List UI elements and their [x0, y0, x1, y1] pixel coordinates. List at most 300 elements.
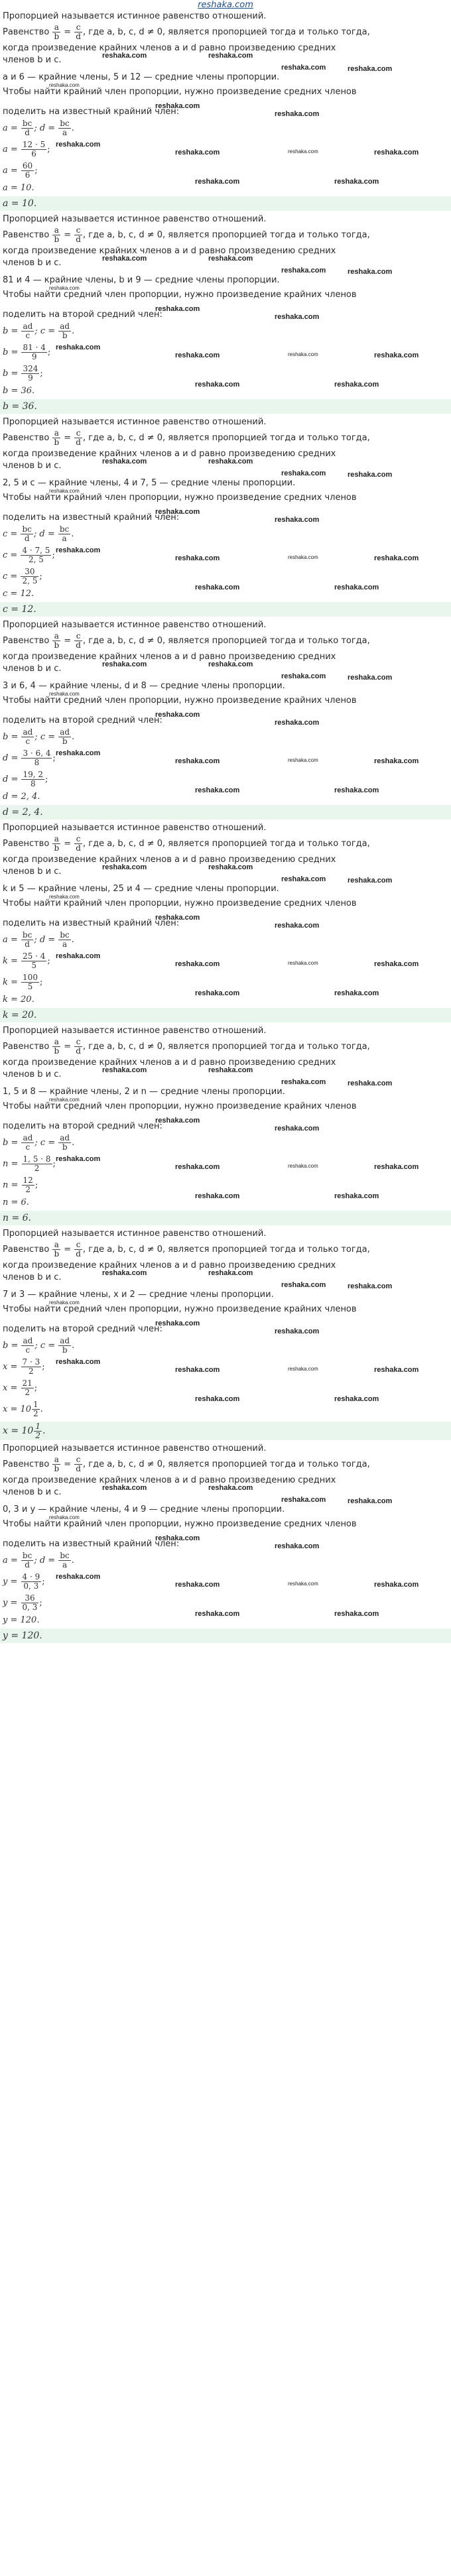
fraction-numerator: 25 · 4 — [23, 951, 46, 961]
fraction-numerator: ad — [23, 1336, 33, 1345]
equals-sign: = — [61, 636, 74, 646]
rule-text: поделить на второй средний член: — [3, 1324, 162, 1334]
watermark: reshaka.com — [374, 960, 419, 968]
calc-end: ; — [47, 347, 51, 357]
fraction — [21, 931, 33, 949]
watermark: reshaka.com — [334, 583, 379, 591]
fraction-denominator: b — [54, 1464, 60, 1473]
definition-text: членов b и c. — [3, 1272, 62, 1282]
fraction-numerator: a — [52, 1455, 60, 1465]
formula-lhs: a = — [3, 123, 21, 133]
watermark: reshaka.com — [374, 149, 419, 156]
calc-lhs: a = — [3, 166, 21, 176]
formula-lhs: b = — [3, 1138, 21, 1148]
fraction-denominator: d — [76, 1464, 81, 1473]
watermark: reshaka.com — [288, 554, 318, 560]
definition-text: членов b и c. — [3, 258, 62, 268]
formula-end: . — [71, 1556, 74, 1565]
fraction-denominator: 6 — [25, 170, 31, 180]
fraction-denominator: b — [62, 1142, 68, 1152]
formula-sep: ; c = — [34, 1138, 58, 1148]
watermark: reshaka.com — [175, 1366, 220, 1374]
fraction-denominator: b — [54, 1249, 60, 1258]
fraction — [52, 632, 60, 650]
calc-end: ; — [39, 977, 43, 987]
watermark: reshaka.com — [195, 786, 240, 794]
fraction-numerator: ad — [60, 322, 70, 331]
fraction-numerator: 12 — [23, 1176, 33, 1185]
fraction — [74, 23, 82, 41]
formula-line — [3, 727, 448, 748]
fraction-denominator: 2 — [25, 1388, 30, 1397]
watermark: reshaka.com — [348, 268, 393, 276]
rule-text: Чтобы найти средний член пропорции, нужно произведение крайних членов — [3, 1304, 357, 1314]
fraction-denominator: 2 — [35, 1430, 40, 1440]
rule-text: поделить на второй средний член: — [3, 310, 162, 320]
fraction — [21, 119, 33, 137]
solution-section — [3, 214, 448, 414]
fraction-numerator: bc — [60, 930, 70, 940]
roles-text: 2, 5 и c — крайние члены, 4 и 7, 5 — средние члены пропорции. — [3, 478, 296, 488]
fraction-numerator: bc — [22, 930, 32, 940]
watermark: reshaka.com — [275, 516, 320, 524]
watermark: reshaka.com — [175, 149, 220, 156]
definition-text: когда произведение крайних членов a и d равно произведению средних — [3, 43, 336, 53]
calc-lhs: a = — [3, 145, 21, 154]
fraction-denominator: a — [62, 940, 68, 949]
fraction — [21, 952, 46, 970]
fraction — [58, 728, 71, 746]
definition-text: Пропорцией называется истинное равенство отношений. — [3, 823, 267, 833]
watermark: reshaka.com — [348, 471, 393, 479]
definition-text: когда произведение крайних членов a и d равно произведению средних — [3, 449, 336, 459]
watermark: reshaka.com — [288, 351, 318, 357]
fraction-denominator: d — [25, 128, 30, 137]
watermark: reshaka.com — [208, 660, 253, 668]
calc-lhs: k = — [3, 956, 21, 966]
definition-equation: Равенство $\frac{a}{b}$ = $\frac{c}{d}$ , где a, b, c, d ≠ 0, является пропорцией тогда и только тогда, — [3, 428, 370, 447]
roles-text: 1, 5 и 8 — крайние члены, 2 и n — средние члены пропорции. — [3, 1087, 285, 1097]
watermark: reshaka.com — [49, 1097, 80, 1103]
fraction-denominator: 2 — [34, 1164, 40, 1173]
fraction — [21, 162, 34, 180]
calc-end: ; — [39, 1598, 42, 1608]
calc-lhs: d = — [3, 753, 21, 763]
fraction — [58, 525, 70, 543]
watermark: reshaka.com — [56, 1155, 101, 1163]
watermark: reshaka.com — [102, 1066, 147, 1074]
watermark: reshaka.com — [208, 255, 253, 263]
watermark: reshaka.com — [374, 757, 419, 765]
calc-end: ; — [42, 1577, 45, 1587]
watermark: reshaka.com — [275, 1327, 320, 1335]
watermark: reshaka.com — [288, 757, 318, 763]
calc-end: ; — [34, 1180, 38, 1190]
watermark: reshaka.com — [49, 82, 80, 88]
fraction-numerator: 1, 5 · 8 — [23, 1154, 51, 1164]
fraction-numerator: c — [74, 226, 82, 235]
fraction-denominator: b — [54, 438, 60, 447]
calc-end: ; — [45, 774, 48, 784]
watermark: reshaka.com — [102, 660, 147, 668]
formula-sep: ; c = — [34, 1341, 58, 1351]
watermark: reshaka.com — [102, 1484, 147, 1492]
watermark: reshaka.com — [275, 1542, 320, 1550]
watermark: reshaka.com — [195, 381, 240, 389]
fraction-denominator: b — [54, 843, 60, 853]
watermark: reshaka.com — [155, 711, 200, 719]
formula-sep: ; d = — [34, 935, 58, 945]
fraction — [21, 1379, 34, 1397]
definition-text: Пропорцией называется истинное равенство отношений. — [3, 1443, 267, 1453]
rule-text: Чтобы найти крайний член пропорции, нужно произведение средних членов — [3, 493, 357, 503]
fraction-numerator: 21 — [22, 1379, 32, 1388]
watermark: reshaka.com — [155, 1534, 200, 1542]
equals-sign: = — [61, 1459, 74, 1469]
watermark: reshaka.com — [102, 255, 147, 263]
calc-lhs: d = — [3, 774, 21, 784]
fraction-numerator: a — [52, 429, 60, 438]
fraction — [34, 1422, 42, 1440]
formula-line — [3, 1133, 448, 1154]
fraction-numerator: a — [52, 1241, 60, 1250]
watermark: reshaka.com — [175, 1581, 220, 1589]
fraction — [52, 1241, 60, 1258]
fraction-numerator: 30 — [21, 568, 38, 577]
fraction-numerator: bc — [22, 524, 32, 534]
fraction-numerator: 60 — [22, 161, 33, 170]
fraction — [21, 1357, 45, 1376]
definition-text: когда произведение крайних членов a и d равно произведению средних — [3, 652, 336, 662]
fraction-denominator: 5 — [31, 961, 37, 970]
fraction — [52, 1038, 60, 1056]
fraction-denominator: b — [62, 737, 68, 746]
fraction-numerator: 1 — [33, 1400, 38, 1409]
watermark: reshaka.com — [175, 1163, 220, 1171]
roles-text: 0, 3 и y — крайние члены, 4 и 9 — средние члены пропорции. — [3, 1504, 285, 1514]
fraction-numerator: ad — [60, 727, 70, 737]
fraction-denominator: d — [25, 1560, 30, 1569]
rule-text: Чтобы найти крайний член пропорции, нужно произведение средних членов — [3, 1519, 357, 1529]
equals-sign: = — [61, 839, 74, 849]
formula-lhs: a = — [3, 935, 21, 945]
formula-lhs: c = — [3, 529, 21, 539]
fraction — [58, 1134, 71, 1152]
fraction-numerator: c — [74, 1455, 82, 1465]
watermark: reshaka.com — [155, 1117, 200, 1125]
watermark: reshaka.com — [208, 1066, 253, 1074]
roles-text: 3 и 6, 4 — крайние члены, d и 8 — средние члены пропорции. — [3, 681, 285, 691]
watermark: reshaka.com — [195, 583, 240, 591]
fraction — [58, 119, 70, 137]
fraction — [21, 546, 51, 564]
fraction-denominator: d — [76, 641, 81, 650]
solution-content — [0, 11, 451, 1643]
rule-text: Чтобы найти средний член пропорции, нужно произведение крайних членов — [3, 696, 357, 705]
fraction — [21, 1134, 34, 1152]
calc-end: ; — [52, 753, 56, 763]
formula-end: . — [72, 732, 75, 742]
watermark: reshaka.com — [334, 1395, 379, 1403]
rule-text: Чтобы найти средний член пропорции, нужно произведение крайних членов — [3, 1101, 357, 1111]
formula-lhs: b = — [3, 1341, 21, 1351]
fraction — [74, 632, 82, 650]
watermark: reshaka.com — [195, 1610, 240, 1618]
fraction-denominator: b — [54, 235, 60, 244]
fraction-numerator: a — [52, 835, 60, 844]
calc-end: ; — [47, 956, 50, 966]
watermark: reshaka.com — [195, 178, 240, 186]
rule-text: поделить на известный крайний член: — [3, 1539, 180, 1549]
definition-text: когда произведение крайних членов a и d равно произведению средних — [3, 855, 336, 865]
fraction-numerator: a — [52, 632, 60, 641]
fraction-denominator: 9 — [28, 373, 33, 383]
fraction-numerator: ad — [60, 1336, 70, 1345]
definition-text: Пропорцией называется истинное равенство отношений. — [3, 1026, 267, 1036]
calc-lhs: x = 10 — [3, 1404, 32, 1414]
watermark: reshaka.com — [275, 922, 320, 930]
calc-lhs: b = — [3, 347, 21, 357]
fraction-numerator: 81 · 4 — [23, 343, 46, 352]
watermark: reshaka.com — [56, 1358, 101, 1366]
fraction-denominator: b — [62, 1345, 68, 1355]
watermark: reshaka.com — [49, 691, 80, 697]
formula-line — [3, 1550, 448, 1571]
rule-text: Чтобы найти крайний член пропорции, нужно произведение средних членов — [3, 898, 357, 908]
fraction-denominator: 2 — [33, 1409, 38, 1418]
watermark: reshaka.com — [374, 1581, 419, 1589]
fraction — [21, 365, 39, 383]
formula-end: . — [72, 1341, 75, 1351]
formula-end: . — [71, 123, 74, 133]
equals-sign: = — [61, 230, 74, 240]
watermark: reshaka.com — [348, 1079, 393, 1087]
fraction — [21, 1337, 34, 1355]
formula-sep: ; d = — [34, 123, 58, 133]
watermark: reshaka.com — [348, 674, 393, 682]
watermark: reshaka.com — [281, 267, 326, 275]
rule-text: поделить на известный крайний член: — [3, 513, 180, 522]
roles-text: a и 6 — крайние члены, 5 и 12 — средние члены пропорции. — [3, 72, 280, 82]
fraction — [22, 1155, 52, 1173]
rule-text: Чтобы найти средний член пропорции, нужно произведение крайних членов — [3, 290, 357, 300]
watermark: reshaka.com — [334, 1610, 379, 1618]
fraction-numerator: ad — [23, 727, 33, 737]
watermark: reshaka.com — [208, 863, 253, 871]
fraction — [58, 931, 70, 949]
fraction-numerator: 4 · 9 — [22, 1572, 40, 1581]
watermark: reshaka.com — [102, 458, 147, 465]
calc-result: y = 120. — [3, 1615, 40, 1625]
solution-section — [3, 11, 448, 211]
fraction — [74, 1241, 82, 1258]
calc-result: d = 2, 4. — [3, 792, 40, 802]
formula-end: . — [71, 935, 74, 945]
fraction-numerator: 19, 2 — [23, 770, 44, 779]
formula-line — [3, 321, 448, 342]
fraction — [52, 429, 60, 447]
watermark: reshaka.com — [348, 877, 393, 885]
formula-line — [3, 930, 448, 951]
calc-end: ; — [52, 550, 55, 560]
formula-lhs: b = — [3, 326, 21, 336]
fraction-numerator: a — [52, 1038, 60, 1047]
fraction — [74, 835, 82, 853]
calc-end: ; — [52, 1159, 56, 1169]
watermark: reshaka.com — [56, 546, 101, 554]
fraction-denominator: 2, 5 — [28, 555, 44, 564]
fraction-denominator: b — [54, 32, 60, 41]
fraction — [74, 1455, 82, 1473]
watermark: reshaka.com — [374, 1163, 419, 1171]
calc-end: ; — [42, 1362, 45, 1372]
calc-result: b = 36. — [3, 386, 35, 396]
formula-sep: ; d = — [34, 1556, 58, 1565]
definition-text: членов b и c. — [3, 55, 62, 65]
fraction-numerator: 3 · 6, 4 — [23, 749, 51, 758]
watermark: reshaka.com — [281, 469, 326, 477]
fraction-denominator: a — [62, 534, 67, 543]
definition-text: членов b и c. — [3, 1070, 62, 1079]
fraction-denominator: 8 — [30, 779, 36, 788]
fraction — [21, 973, 39, 991]
fraction-numerator: 100 — [23, 973, 38, 982]
fraction-numerator: c — [74, 23, 82, 32]
fraction — [58, 1552, 70, 1569]
fraction-numerator: c — [74, 1038, 82, 1047]
watermark: reshaka.com — [374, 1366, 419, 1374]
fraction-numerator: bc — [60, 119, 70, 128]
answer-box: x = 10 $\frac{1}{2}$ . — [0, 1422, 451, 1440]
roles-text: 7 и 3 — крайние члены, x и 2 — средние члены пропорции. — [3, 1290, 274, 1300]
fraction — [21, 1572, 45, 1591]
watermark: reshaka.com — [49, 285, 80, 291]
solution-section — [3, 416, 448, 617]
fraction — [21, 770, 44, 788]
fraction-numerator: ad — [60, 1133, 70, 1142]
fraction-denominator: c — [25, 1142, 31, 1152]
watermark: reshaka.com — [281, 1078, 326, 1086]
calc-lhs: n = — [3, 1180, 21, 1190]
fraction-numerator: 4 · 7, 5 — [22, 546, 50, 555]
fraction — [21, 322, 34, 340]
definition-text: членов b и c. — [3, 664, 62, 674]
fraction-denominator: c — [25, 737, 31, 746]
fraction-denominator: 9 — [31, 352, 37, 361]
calc-end: ; — [34, 166, 38, 176]
calc-lhs: c = — [3, 572, 21, 582]
definition-text: членов b и c. — [3, 867, 62, 877]
fraction — [58, 322, 71, 340]
formula-line — [3, 524, 448, 545]
definition-text: когда произведение крайних членов a и d равно произведению средних — [3, 1475, 336, 1485]
watermark: reshaka.com — [275, 719, 320, 727]
fraction-denominator: d — [25, 940, 30, 949]
formula-end: . — [72, 326, 75, 336]
calc-end: ; — [40, 369, 43, 379]
fraction — [21, 728, 34, 746]
fraction-numerator: a — [52, 23, 60, 32]
fraction-numerator: 1 — [35, 1421, 40, 1431]
watermark: reshaka.com — [281, 1281, 326, 1289]
watermark: reshaka.com — [175, 351, 220, 359]
fraction — [21, 525, 32, 543]
definition-text: Пропорцией называется истинное равенство отношений. — [3, 1229, 267, 1239]
watermark: reshaka.com — [281, 875, 326, 883]
fraction-denominator: 6 — [31, 149, 36, 158]
watermark: reshaka.com — [56, 749, 101, 757]
watermark: reshaka.com — [155, 508, 200, 516]
watermark: reshaka.com — [155, 914, 200, 922]
watermark: reshaka.com — [275, 1125, 320, 1133]
fraction — [52, 835, 60, 853]
definition-text: Пропорцией называется истинное равенство отношений. — [3, 214, 267, 224]
calc-end: ; — [47, 145, 50, 154]
definition-equation: Равенство $\frac{a}{b}$ = $\frac{c}{d}$ , где a, b, c, d ≠ 0, является пропорцией тогда и только тогда, — [3, 1037, 370, 1056]
watermark: reshaka.com — [56, 1573, 101, 1581]
fraction-denominator: b — [62, 331, 68, 340]
calc-lhs: x = — [3, 1362, 21, 1372]
fraction — [21, 568, 38, 585]
watermark: reshaka.com — [334, 381, 379, 389]
watermark: reshaka.com — [281, 1496, 326, 1504]
watermark: reshaka.com — [275, 313, 320, 321]
rule-text: поделить на известный крайний член: — [3, 918, 180, 928]
fraction — [32, 1400, 40, 1418]
fraction-numerator: c — [74, 835, 82, 844]
calc-lhs: n = — [3, 1159, 21, 1169]
definition-equation: Равенство $\frac{a}{b}$ = $\frac{c}{d}$ , где a, b, c, d ≠ 0, является пропорцией тогда и только тогда, — [3, 23, 370, 41]
fraction-numerator: bc — [60, 1551, 70, 1560]
roles-text: 81 и 4 — крайние члены, b и 9 — средние члены пропорции. — [3, 275, 280, 285]
formula-end: . — [71, 529, 74, 539]
fraction-numerator: 324 — [23, 364, 38, 373]
watermark: reshaka.com — [49, 1300, 80, 1306]
answer-box: y = 120. — [0, 1628, 451, 1643]
definition-text: членов b и c. — [3, 1487, 62, 1497]
definition-text: когда произведение крайних членов a и d равно произведению средних — [3, 246, 336, 256]
watermark: reshaka.com — [334, 989, 379, 997]
formula-sep: ; d = — [33, 529, 58, 539]
watermark: reshaka.com — [102, 863, 147, 871]
fraction — [22, 1176, 34, 1194]
fraction-numerator: c — [74, 632, 82, 641]
fraction-denominator: b — [54, 641, 60, 650]
fraction-numerator: ad — [23, 1133, 33, 1142]
fraction-numerator: bc — [59, 524, 70, 534]
watermark: reshaka.com — [288, 1163, 318, 1169]
watermark: reshaka.com — [175, 757, 220, 765]
fraction — [21, 749, 52, 767]
roles-text: k и 5 — крайние члены, 25 и 4 — средние члены пропорции. — [3, 884, 279, 894]
site-logo[interactable]: reshaka.com — [198, 0, 253, 10]
definition-equation: Равенство $\frac{a}{b}$ = $\frac{c}{d}$ , где a, b, c, d ≠ 0, является пропорцией тогда и только тогда, — [3, 631, 370, 650]
fraction — [52, 1455, 60, 1473]
fraction — [21, 1594, 39, 1612]
calc-lhs: k = — [3, 977, 21, 987]
watermark: reshaka.com — [288, 1366, 318, 1372]
watermark: reshaka.com — [334, 178, 379, 186]
fraction-denominator: b — [54, 1046, 60, 1056]
answer-box: c = 12. — [0, 602, 451, 617]
calc-result: n = 6. — [3, 1197, 29, 1207]
fraction-denominator: d — [24, 534, 30, 543]
calc-end: ; — [34, 1383, 38, 1393]
watermark: reshaka.com — [195, 989, 240, 997]
watermark: reshaka.com — [288, 1581, 318, 1587]
fraction-denominator: d — [76, 235, 81, 244]
watermark: reshaka.com — [288, 960, 318, 966]
